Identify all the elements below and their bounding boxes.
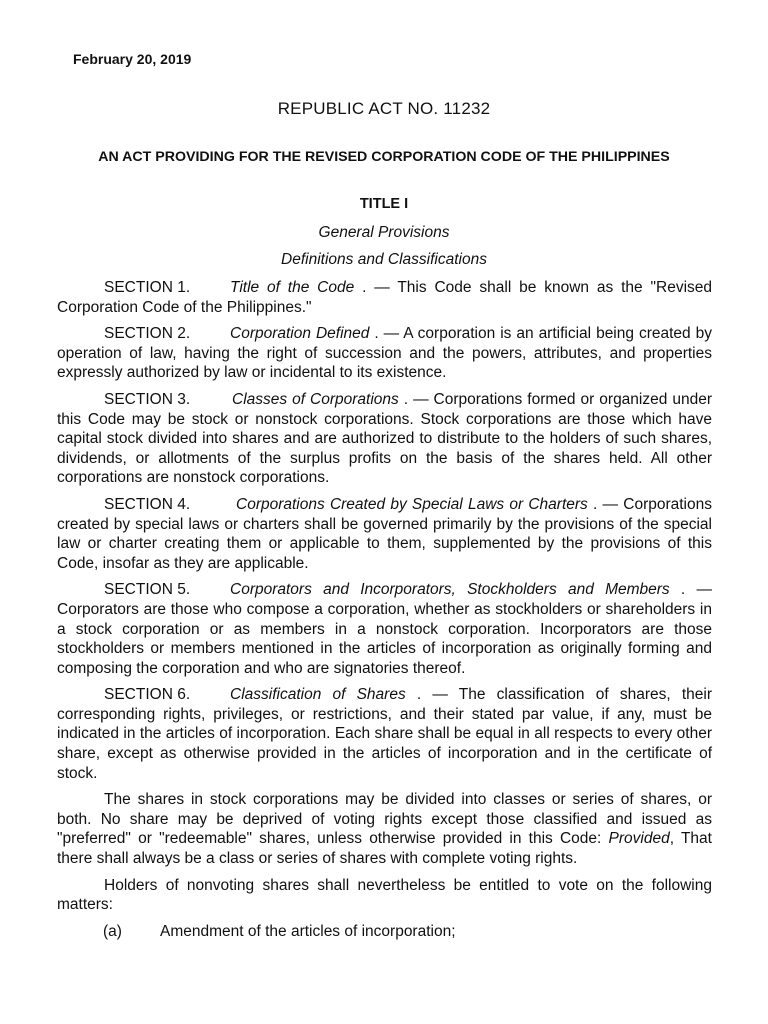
section-3-title: Classes of Corporations [232,390,399,408]
section-2-number: SECTION 2. [104,325,191,343]
paragraph-shares-text-2: , That there shall always be a class or series of shares with complete voting rights. [57,830,712,868]
section-5 [57,580,712,678]
section-3-text: . — Corporations formed or organized under this Code may be stock or nonstock corporations. Stock corporations are those which have capital stock divided into shares and are authorized to distribute to the holders of such shares, dividends, or allotments of the surplus profits on the basis of the shares held. All other corporations are nonstock corporations. [57,390,712,487]
section-3 [57,390,712,488]
section-1 [57,278,712,317]
act-title: AN ACT PROVIDING FOR THE REVISED CORPORATION CODE OF THE PHILIPPINES [98,149,670,165]
section-3-number: SECTION 3. [104,390,191,408]
list-item-a [57,922,712,942]
section-1-text: . — This Code shall be known as the "Revised Corporation Code of the Philippines." [57,279,712,316]
section-2 [57,324,712,383]
section-6-title: Classification of Shares [230,686,406,704]
list-item-a-text: Amendment of the articles of incorporation; [160,922,456,940]
section-6-number: SECTION 6. [104,686,191,704]
list-item-a-label: (a) [103,922,122,940]
subtitle-general-provisions: General Provisions [318,224,450,241]
section-1-title: Title of the Code [230,279,355,296]
section-5-text: . — Corporators are those who compose a corporation, whether as stockholders or shareholders in a stock corporation or as members in a nonstock corporation. Incorporators are those stockholders or members mentioned in the articles of incorporation as originally forming and composing the corporation and who are signatories thereof. [57,581,712,677]
section-2-title: Corporation Defined [230,325,370,343]
paragraph-nonvoting: Holders of nonvoting shares shall nevertheless be entitled to vote on the following matters: [57,876,712,914]
section-6 [57,685,712,783]
section-5-number: SECTION 5. [104,581,191,599]
document-date: February 20, 2019 [73,51,192,67]
section-1-number: SECTION 1. [104,279,191,296]
section-5-title: Corporators and Incorporators, Stockholders and Members [230,581,670,599]
title-heading: TITLE I [359,196,409,212]
document-body [57,278,712,941]
section-4-title: Corporations Created by Special Laws or Charters [236,495,588,513]
section-6-text: . — The classification of shares, their corresponding rights, privileges, or restrictions, and their stated par value, if any, must be indicated in the articles of incorporation. Each share shall be equal in all respects to every other share, except as otherwise provided in the articles of incorporation and in the certificate of stock. [57,686,712,782]
section-4-number: SECTION 4. [104,495,191,513]
paragraph-shares-classes [57,790,712,868]
paragraph-shares-text-1: The shares in stock corporations may be divided into classes or series of shares, or both. No share may be deprived of voting rights except those classified and issued as "preferred" or "redeemable" shares, unless otherwise provided in this Code: [57,791,712,848]
subtitle-definitions: Definitions and Classifications [281,251,487,268]
section-2-text: . — A corporation is an artificial being created by operation of law, having the right of succession and the powers, attributes, and properties expressly authorized by law or incidental to its existence. [57,325,712,382]
paragraph-shares-provided: Provided [608,830,670,848]
section-4 [57,495,712,573]
section-4-text: . — Corporations created by special laws or charters shall be governed primarily by the provisions of the special law or charter creating them or applicable to them, supplemented by the provisions of this Code, insofar as they are applicable. [57,495,712,572]
act-number: REPUBLIC ACT NO. 11232 [277,99,491,118]
